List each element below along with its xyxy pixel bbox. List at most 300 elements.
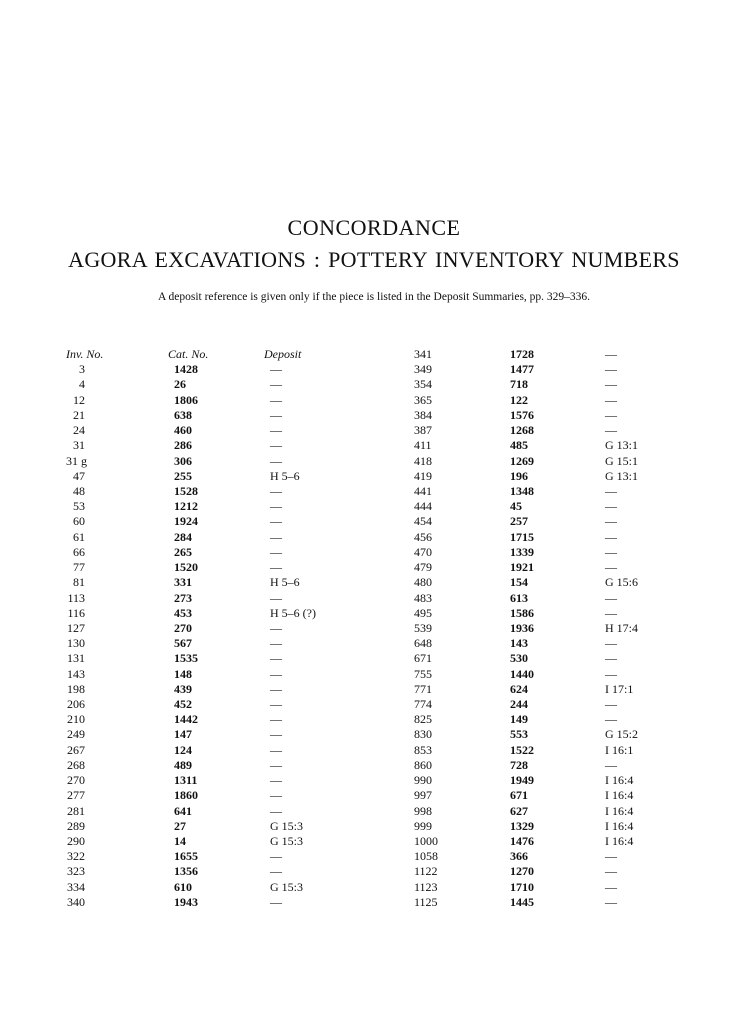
cat-no-cell: 1329 xyxy=(510,818,534,833)
table-row xyxy=(374,758,748,773)
deposit-cell: — xyxy=(605,666,617,681)
table-row xyxy=(0,864,374,879)
cat-no-cell: 1943 xyxy=(174,894,198,909)
inv-no-cell: 270 xyxy=(67,773,85,788)
cat-no-cell: 452 xyxy=(174,697,192,712)
inv-no-cell: 61 xyxy=(73,529,85,544)
deposit-cell: — xyxy=(605,483,617,498)
inv-no-cell: 441 xyxy=(414,483,432,498)
table-row xyxy=(374,484,748,499)
inv-no-cell: 454 xyxy=(414,514,432,529)
table-row xyxy=(374,621,748,636)
cat-no-cell: 26 xyxy=(174,377,186,392)
cat-no-cell: 638 xyxy=(174,407,192,422)
table-row xyxy=(374,804,748,819)
inv-no-cell: 771 xyxy=(414,681,432,696)
inv-no-cell: 384 xyxy=(414,407,432,422)
table-row xyxy=(0,377,374,392)
table-row xyxy=(374,545,748,560)
cat-no-cell: 124 xyxy=(174,742,192,757)
table-row xyxy=(374,834,748,849)
inv-no-cell: 495 xyxy=(414,605,432,620)
inv-no-cell: 249 xyxy=(67,727,85,742)
deposit-cell: G 15:3 xyxy=(270,834,303,848)
inv-no-cell: 365 xyxy=(414,392,432,407)
cat-no-cell: 1339 xyxy=(510,544,534,559)
deposit-cell: G 13:1 xyxy=(605,468,638,483)
deposit-cell: — xyxy=(270,377,282,392)
table-row xyxy=(0,514,374,529)
deposit-cell: — xyxy=(270,438,282,453)
table-row xyxy=(0,834,374,849)
cat-no-cell: 489 xyxy=(174,757,192,772)
cat-no-cell: 1924 xyxy=(174,514,198,529)
deposit-cell: — xyxy=(270,757,282,772)
table-row xyxy=(374,469,748,484)
cat-no-cell: 610 xyxy=(174,879,192,894)
cat-no-cell: 122 xyxy=(510,392,528,407)
deposit-cell: — xyxy=(605,605,617,620)
inv-no-cell: 47 xyxy=(73,468,85,483)
table-row xyxy=(0,408,374,423)
cat-no-cell: 1268 xyxy=(510,423,534,438)
cat-no-cell: 154 xyxy=(510,575,528,590)
inv-no-cell: 444 xyxy=(414,499,432,514)
inv-no-cell: 853 xyxy=(414,742,432,757)
cat-no-cell: 728 xyxy=(510,757,528,772)
deposit-cell: — xyxy=(605,362,617,377)
deposit-cell: I 16:4 xyxy=(605,773,634,788)
deposit-cell: — xyxy=(605,879,617,894)
inv-no-cell: 1125 xyxy=(414,894,438,909)
cat-no-cell: 1728 xyxy=(510,347,534,361)
cat-no-cell: 143 xyxy=(510,636,528,651)
deposit-cell: — xyxy=(270,590,282,605)
inv-no-cell: 127 xyxy=(67,620,85,635)
cat-no-cell: 1269 xyxy=(510,453,534,468)
table-row xyxy=(374,575,748,590)
deposit-cell: H 5–6 xyxy=(270,575,300,590)
deposit-cell: — xyxy=(605,544,617,559)
deposit-cell: — xyxy=(605,407,617,422)
inv-no-cell: 830 xyxy=(414,727,432,742)
table-row xyxy=(374,438,748,453)
inv-no-cell: 210 xyxy=(67,712,85,727)
deposit-cell: G 15:2 xyxy=(605,727,638,742)
deposit-cell: I 16:4 xyxy=(605,834,634,848)
table-row xyxy=(0,682,374,697)
deposit-cell: — xyxy=(605,651,617,666)
inv-no-cell: 483 xyxy=(414,590,432,605)
inv-no-cell: 539 xyxy=(414,620,432,635)
inv-no-cell: 341 xyxy=(414,347,432,361)
inv-no-cell: 21 xyxy=(73,407,85,422)
table-row xyxy=(0,651,374,666)
table-row xyxy=(374,499,748,514)
table-row xyxy=(0,621,374,636)
inv-no-cell: 354 xyxy=(414,377,432,392)
cat-no-cell: 1522 xyxy=(510,742,534,757)
inv-no-cell: 999 xyxy=(414,818,432,833)
table-row xyxy=(0,636,374,651)
deposit-cell: — xyxy=(270,544,282,559)
cat-no-cell: 1348 xyxy=(510,483,534,498)
cat-no-cell: 14 xyxy=(174,834,186,848)
table-row xyxy=(0,469,374,484)
cat-no-cell: 641 xyxy=(174,803,192,818)
inv-no-cell: 774 xyxy=(414,697,432,712)
table-row xyxy=(374,819,748,834)
deposit-cell: — xyxy=(270,423,282,438)
table-row xyxy=(374,362,748,377)
inv-no-cell: 4 xyxy=(79,377,85,392)
deposit-cell: — xyxy=(605,529,617,544)
inv-no-cell: 31 g xyxy=(66,453,87,468)
deposit-cell: — xyxy=(605,712,617,727)
deposit-cell: — xyxy=(605,590,617,605)
table-row xyxy=(0,499,374,514)
table-row xyxy=(0,545,374,560)
cat-no-cell: 613 xyxy=(510,590,528,605)
table-row xyxy=(374,727,748,742)
inv-no-cell: 323 xyxy=(67,864,85,879)
inv-no-cell: 648 xyxy=(414,636,432,651)
deposit-cell: — xyxy=(270,529,282,544)
deposit-cell: — xyxy=(605,560,617,575)
cat-no-cell: 1270 xyxy=(510,864,534,879)
cat-no-cell: 530 xyxy=(510,651,528,666)
table-row xyxy=(0,591,374,606)
deposit-cell: — xyxy=(605,864,617,879)
table-row xyxy=(0,758,374,773)
cat-no-cell: 460 xyxy=(174,423,192,438)
table-row xyxy=(0,667,374,682)
table-row xyxy=(374,895,748,910)
deposit-cell: — xyxy=(270,697,282,712)
table-row xyxy=(374,514,748,529)
deposit-cell: — xyxy=(605,697,617,712)
table-row xyxy=(374,864,748,879)
inv-no-cell: 998 xyxy=(414,803,432,818)
deposit-cell: G 15:6 xyxy=(605,575,638,590)
deposit-cell: — xyxy=(605,392,617,407)
cat-no-cell: 147 xyxy=(174,727,192,742)
cat-no-cell: 286 xyxy=(174,438,192,453)
table-row xyxy=(0,393,374,408)
deposit-cell: — xyxy=(270,483,282,498)
cat-no-cell: 1356 xyxy=(174,864,198,879)
table-row xyxy=(0,727,374,742)
cat-no-cell: 331 xyxy=(174,575,192,590)
cat-no-cell: 366 xyxy=(510,849,528,864)
inv-no-cell: 268 xyxy=(67,757,85,772)
inv-no-cell: 480 xyxy=(414,575,432,590)
deposit-cell: H 5–6 xyxy=(270,468,300,483)
cat-no-cell: 627 xyxy=(510,803,528,818)
inv-no-header: Inv. No. xyxy=(66,347,104,361)
cat-no-cell: 1428 xyxy=(174,362,198,377)
inv-no-cell: 12 xyxy=(73,392,85,407)
inv-no-cell: 206 xyxy=(67,697,85,712)
inv-no-cell: 456 xyxy=(414,529,432,544)
table-row xyxy=(374,697,748,712)
table-header-row xyxy=(0,347,374,362)
inv-no-cell: 340 xyxy=(67,894,85,909)
inv-no-cell: 470 xyxy=(414,544,432,559)
table-row xyxy=(374,377,748,392)
inv-no-cell: 81 xyxy=(73,575,85,590)
table-row xyxy=(374,667,748,682)
table-row xyxy=(374,560,748,575)
cat-no-cell: 1655 xyxy=(174,849,198,864)
cat-no-cell: 671 xyxy=(510,788,528,803)
cat-no-cell: 1440 xyxy=(510,666,534,681)
deposit-cell: — xyxy=(270,727,282,742)
cat-no-cell: 244 xyxy=(510,697,528,712)
cat-no-cell: 273 xyxy=(174,590,192,605)
deposit-cell: — xyxy=(605,849,617,864)
cat-no-cell: 1476 xyxy=(510,834,534,848)
cat-no-cell: 439 xyxy=(174,681,192,696)
inv-no-cell: 860 xyxy=(414,757,432,772)
inv-no-cell: 671 xyxy=(414,651,432,666)
deposit-cell: — xyxy=(605,514,617,529)
cat-no-cell: 196 xyxy=(510,468,528,483)
inv-no-cell: 77 xyxy=(73,560,85,575)
table-row xyxy=(374,712,748,727)
table-row xyxy=(0,773,374,788)
table-row xyxy=(374,880,748,895)
inv-no-cell: 411 xyxy=(414,438,432,453)
inv-no-cell: 419 xyxy=(414,468,432,483)
cat-no-cell: 567 xyxy=(174,636,192,651)
inv-no-cell: 990 xyxy=(414,773,432,788)
cat-no-cell: 257 xyxy=(510,514,528,529)
inv-no-cell: 755 xyxy=(414,666,432,681)
table-row xyxy=(0,484,374,499)
deposit-cell: — xyxy=(270,666,282,681)
cat-no-cell: 1477 xyxy=(510,362,534,377)
deposit-cell: I 16:4 xyxy=(605,788,634,803)
cat-no-cell: 148 xyxy=(174,666,192,681)
deposit-cell: — xyxy=(270,362,282,377)
deposit-cell: — xyxy=(270,514,282,529)
inv-no-cell: 1000 xyxy=(414,834,438,848)
table-row xyxy=(374,651,748,666)
deposit-cell: I 17:1 xyxy=(605,681,634,696)
page-subtitle: AGORA EXCAVATIONS : POTTERY INVENTORY NUMBERS xyxy=(68,247,680,272)
inv-no-cell: 3 xyxy=(79,362,85,377)
cat-no-cell: 1445 xyxy=(510,894,534,909)
cat-no-cell: 265 xyxy=(174,544,192,559)
deposit-cell: — xyxy=(270,849,282,864)
deposit-cell: H 5–6 (?) xyxy=(270,605,316,620)
table-row xyxy=(0,697,374,712)
cat-no-cell: 1311 xyxy=(174,773,198,788)
deposit-cell: — xyxy=(270,803,282,818)
inv-no-cell: 131 xyxy=(67,651,85,666)
cat-no-cell: 1212 xyxy=(174,499,198,514)
table-row xyxy=(374,682,748,697)
deposit-cell: G 13:1 xyxy=(605,438,638,453)
inv-no-cell: 143 xyxy=(67,666,85,681)
deposit-cell: — xyxy=(270,788,282,803)
deposit-cell: — xyxy=(270,864,282,879)
table-row xyxy=(374,636,748,651)
deposit-cell: — xyxy=(270,499,282,514)
cat-no-cell: 1715 xyxy=(510,529,534,544)
cat-no-cell: 1936 xyxy=(510,620,534,635)
cat-no-cell: 1520 xyxy=(174,560,198,575)
table-row xyxy=(374,788,748,803)
cat-no-cell: 27 xyxy=(174,818,186,833)
inv-no-cell: 418 xyxy=(414,453,432,468)
inv-no-cell: 1058 xyxy=(414,849,438,864)
cat-no-cell: 1535 xyxy=(174,651,198,666)
table-row xyxy=(374,849,748,864)
deposit-cell: — xyxy=(270,712,282,727)
table-row xyxy=(0,530,374,545)
deposit-cell: — xyxy=(270,620,282,635)
deposit-cell: — xyxy=(605,894,617,909)
inv-no-cell: 113 xyxy=(67,590,85,605)
deposit-cell: — xyxy=(270,773,282,788)
inv-no-cell: 290 xyxy=(67,834,85,848)
inv-no-cell: 267 xyxy=(67,742,85,757)
inv-no-cell: 60 xyxy=(73,514,85,529)
inv-no-cell: 997 xyxy=(414,788,432,803)
table-row xyxy=(374,408,748,423)
inv-no-cell: 349 xyxy=(414,362,432,377)
table-row xyxy=(374,606,748,621)
concordance-right-column xyxy=(374,347,748,910)
inv-no-cell: 1122 xyxy=(414,864,438,879)
table-row xyxy=(0,362,374,377)
inv-no-cell: 277 xyxy=(67,788,85,803)
cat-no-cell: 1586 xyxy=(510,605,534,620)
inv-no-cell: 825 xyxy=(414,712,432,727)
deposit-cell: I 16:1 xyxy=(605,742,634,757)
table-row xyxy=(0,788,374,803)
deposit-cell: — xyxy=(270,742,282,757)
table-row xyxy=(0,895,374,910)
table-row xyxy=(0,560,374,575)
inv-no-cell: 1123 xyxy=(414,879,438,894)
deposit-cell: I 16:4 xyxy=(605,803,634,818)
concordance-left-column xyxy=(0,347,374,910)
table-row xyxy=(0,819,374,834)
cat-no-cell: 1528 xyxy=(174,483,198,498)
deposit-cell: — xyxy=(270,560,282,575)
table-row xyxy=(374,773,748,788)
table-row xyxy=(0,575,374,590)
deposit-cell: — xyxy=(605,499,617,514)
table-row xyxy=(374,743,748,758)
deposit-cell: — xyxy=(270,392,282,407)
deposit-cell: H 17:4 xyxy=(605,620,638,635)
table-row xyxy=(374,423,748,438)
cat-no-cell: 553 xyxy=(510,727,528,742)
deposit-cell: — xyxy=(605,423,617,438)
cat-no-cell: 306 xyxy=(174,453,192,468)
deposit-note: A deposit reference is given only if the piece is listed in the Deposit Summaries, pp. 329–336. xyxy=(157,291,591,303)
cat-no-cell: 718 xyxy=(510,377,528,392)
inv-no-cell: 24 xyxy=(73,423,85,438)
table-row xyxy=(374,530,748,545)
table-row xyxy=(0,743,374,758)
cat-no-cell: 453 xyxy=(174,605,192,620)
inv-no-cell: 48 xyxy=(73,483,85,498)
deposit-header: Deposit xyxy=(264,347,302,361)
deposit-cell: — xyxy=(605,636,617,651)
cat-no-cell: 624 xyxy=(510,681,528,696)
table-row xyxy=(0,454,374,469)
cat-no-cell: 149 xyxy=(510,712,528,727)
inv-no-cell: 53 xyxy=(73,499,85,514)
deposit-cell: G 15:3 xyxy=(270,879,303,894)
table-row xyxy=(0,423,374,438)
cat-no-cell: 1576 xyxy=(510,407,534,422)
inv-no-cell: 281 xyxy=(67,803,85,818)
cat-no-cell: 270 xyxy=(174,620,192,635)
table-row xyxy=(0,880,374,895)
table-row xyxy=(0,712,374,727)
deposit-cell: — xyxy=(605,377,617,392)
inv-no-cell: 66 xyxy=(73,544,85,559)
inv-no-cell: 322 xyxy=(67,849,85,864)
inv-no-cell: 479 xyxy=(414,560,432,575)
inv-no-cell: 334 xyxy=(67,879,85,894)
table-row xyxy=(374,591,748,606)
cat-no-cell: 1860 xyxy=(174,788,198,803)
inv-no-cell: 31 xyxy=(73,438,85,453)
deposit-cell: — xyxy=(605,347,617,361)
cat-no-cell: 485 xyxy=(510,438,528,453)
deposit-cell: — xyxy=(270,894,282,909)
table-row xyxy=(0,849,374,864)
cat-no-cell: 45 xyxy=(510,499,522,514)
inv-no-cell: 130 xyxy=(67,636,85,651)
deposit-cell: I 16:4 xyxy=(605,818,634,833)
cat-no-cell: 1710 xyxy=(510,879,534,894)
cat-no-cell: 1921 xyxy=(510,560,534,575)
cat-no-cell: 1442 xyxy=(174,712,198,727)
inv-no-cell: 387 xyxy=(414,423,432,438)
deposit-cell: — xyxy=(270,651,282,666)
table-row xyxy=(0,606,374,621)
table-row xyxy=(374,454,748,469)
deposit-cell: — xyxy=(270,453,282,468)
cat-no-cell: 284 xyxy=(174,529,192,544)
cat-no-cell: 255 xyxy=(174,468,192,483)
deposit-cell: — xyxy=(270,681,282,696)
table-row xyxy=(374,347,748,362)
cat-no-cell: 1949 xyxy=(510,773,534,788)
page-title: CONCORDANCE xyxy=(287,215,461,240)
inv-no-cell: 289 xyxy=(67,818,85,833)
deposit-cell: — xyxy=(270,407,282,422)
cat-no-cell: 1806 xyxy=(174,392,198,407)
deposit-cell: — xyxy=(270,636,282,651)
table-row xyxy=(0,804,374,819)
table-row xyxy=(374,393,748,408)
inv-no-cell: 198 xyxy=(67,681,85,696)
cat-no-header: Cat. No. xyxy=(168,347,209,361)
deposit-cell: — xyxy=(605,757,617,772)
deposit-cell: G 15:3 xyxy=(270,818,303,833)
table-row xyxy=(0,438,374,453)
deposit-cell: G 15:1 xyxy=(605,453,638,468)
